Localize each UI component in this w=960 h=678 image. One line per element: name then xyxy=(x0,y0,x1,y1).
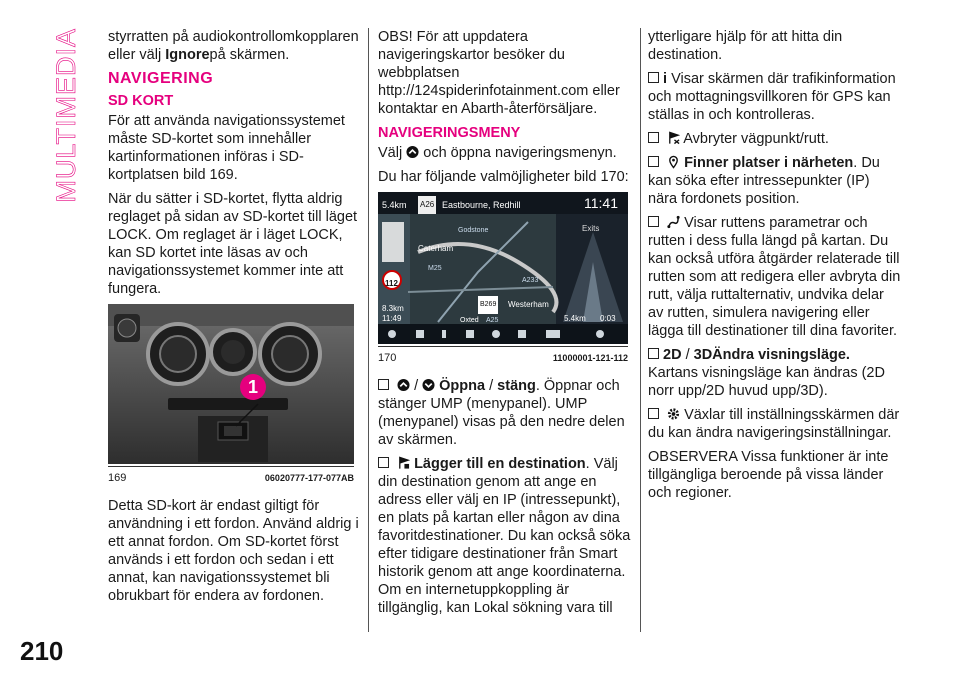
map-road: A233 xyxy=(522,277,539,284)
map-place: Caterham xyxy=(418,244,454,253)
road-badge: A26 xyxy=(418,196,436,214)
gear-icon xyxy=(667,407,680,421)
nav-arrival-time: 11:49 xyxy=(382,314,402,323)
nav-road: Eastbourne, Redhill xyxy=(442,200,521,210)
paragraph: Du har följande valmöjligheter bild 170: xyxy=(378,169,629,185)
list-item: i Visar skärmen där trafikinformation och mottagningsvillkoren för GPS kan ställas in och kontrolleras. xyxy=(648,71,896,123)
paragraph: När du sätter i SD-kortet, flytta aldrig reglaget på sidan av SD-kortet till läget LOCK. Om reglaget är i läget LOCK, kan SD kortet inte läsas av och navigationssystemet kommer inte att fungera. xyxy=(108,191,358,297)
map-place: Godstone xyxy=(458,227,489,234)
chevron-down-circle-icon xyxy=(422,378,435,392)
list-item: Finner platser i närheten. Du kan söka efter intressepunkter (IP) nära fordonets position. xyxy=(648,155,880,207)
figure-170 xyxy=(378,192,632,367)
list-item: Avbryter vägpunkt/rutt. xyxy=(648,130,902,148)
column-3 xyxy=(648,28,902,508)
column-divider xyxy=(368,28,369,632)
nav-distance: 5.4km xyxy=(382,200,407,210)
bullet-box-icon xyxy=(378,379,389,390)
paragraph: OBS! För att uppdatera navigeringskartor besöker du webbplatsen http://124spiderinfotainment.com eller kontaktar en Abarth-återförsäljare. xyxy=(378,29,620,117)
chevron-up-circle-icon xyxy=(406,145,419,159)
sub-heading: SD KORT xyxy=(108,93,174,109)
nav-exits-label: Exits xyxy=(582,224,600,233)
bullet-box-icon xyxy=(648,156,659,167)
list-item: Lägger till en destination. Välj din destination genom att ange en adress eller välj en IP (intressepunkt), en plats på kartan eller någon av dina favoritdestinationer. Du kan också söka efter tidigare destinationer från Smart historik genom att ange koordinaterna. Om en internetuppkoppling är tillgänglig, kan Lokal sökning vara till xyxy=(378,456,631,616)
figure-caption: 170 11000001-121-112 xyxy=(378,346,628,367)
paragraph: Välj och öppna navigeringsmenyn. xyxy=(378,145,617,161)
column-divider xyxy=(640,28,641,632)
location-pin-icon xyxy=(667,155,680,169)
navigation-screen xyxy=(378,192,628,344)
bullet-box-icon xyxy=(648,216,659,227)
figure-169 xyxy=(108,304,360,487)
sub-heading: NAVIGERINGSMENY xyxy=(378,125,521,141)
section-heading: NAVIGERING xyxy=(108,70,214,87)
list-item: Visar ruttens parametrar och rutten i dess fulla längd på kartan. Du kan också utföra åtgärder relaterade till rutten som att redigera eller avbryta din rutt, välja ruttalternativ, undvika delar av rutten, simulera navigering eller lägga till destinationer till dina favoriter. xyxy=(648,215,901,339)
map-place: Westerham xyxy=(508,300,549,309)
info-icon: i xyxy=(663,71,668,87)
column-2 xyxy=(378,28,632,623)
map-road: B269 xyxy=(478,296,498,314)
list-item: Växlar till inställningsskärmen där du kan ändra navigeringsinställningar. xyxy=(648,407,900,441)
paragraph: styrratten på audiokontrollomkopplaren eller välj Ignorepå skärmen. xyxy=(108,29,359,63)
bullet-box-icon xyxy=(648,132,659,143)
paragraph: OBSERVERA Vissa funktioner är inte tillgängliga beroende på vissa länder och regioner. xyxy=(648,449,889,501)
map-road: M25 xyxy=(428,265,442,272)
nav-next-time: 0:03 xyxy=(600,314,616,323)
paragraph: För att använda navigationssystemet måste SD-kortet som innehåller kartinformationen införas i SD-kortplatsen bild 169. xyxy=(108,113,345,183)
column-1 xyxy=(108,28,360,611)
nav-remaining-distance: 8.3km xyxy=(382,304,404,313)
speed-limit: 112 xyxy=(385,279,398,288)
figure-caption: 169 06020777-177-077AB xyxy=(108,466,354,487)
list-item: / Öppna / stäng. Öppnar och stänger UMP (menypanel). UMP (menypanel) visas på den nedre delen av skärmen. xyxy=(378,378,625,448)
chevron-up-circle-icon xyxy=(397,378,410,392)
nav-clock: 11:41 xyxy=(584,195,618,211)
callout-badge: 1 xyxy=(240,374,266,400)
map-place: Oxted xyxy=(460,317,479,324)
paragraph: Detta SD-kort är endast giltigt för användning i ett fordon. Använd aldrig i ett annat fordon. Om SD-kortet först används i ett fordon och sedan i ett annat, kan navigationssystemet bli obrukbart för endera av fordonen. xyxy=(108,498,359,604)
page-number: 210 xyxy=(20,636,64,666)
flag-add-icon xyxy=(397,456,410,470)
dashboard-photo xyxy=(108,304,354,464)
bullet-box-icon xyxy=(648,348,659,359)
nav-next-distance: 5.4km xyxy=(564,314,586,323)
flag-cancel-icon xyxy=(667,131,680,145)
route-icon xyxy=(667,215,680,229)
section-side-label: MULTIMEDIA xyxy=(50,28,81,203)
bullet-box-icon xyxy=(378,457,389,468)
bullet-box-icon xyxy=(648,408,659,419)
map-road: A25 xyxy=(486,317,499,324)
bullet-box-icon xyxy=(648,72,659,83)
list-item: 2D / 3DÄndra visningsläge. Kartans visningsläge kan ändras (2D norr upp/2D huvud upp/3D). xyxy=(648,347,885,399)
paragraph: ytterligare hjälp för att hitta din destination. xyxy=(648,29,843,63)
